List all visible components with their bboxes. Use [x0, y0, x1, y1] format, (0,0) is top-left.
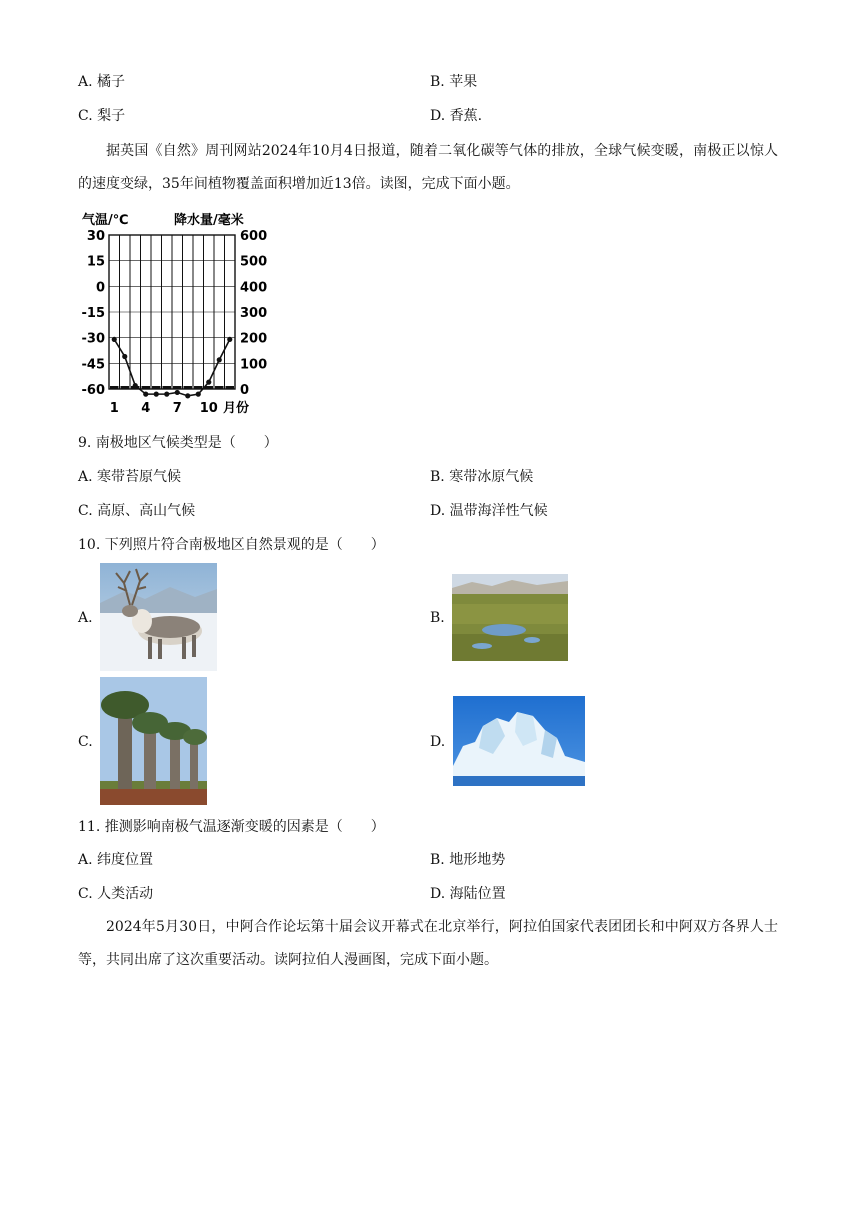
chart-precip-bar [163, 386, 172, 389]
chart-x-ticks [110, 401, 218, 416]
chart-x-tick-label: 7 [172, 401, 182, 416]
chart-x-tick-label: 10 [199, 401, 218, 416]
chart-temp-point [206, 380, 211, 385]
chart-temp-point [185, 393, 190, 398]
chart-temp-point [112, 337, 117, 342]
chart-temp-point [143, 392, 148, 397]
q8-option-d: D. 香蕉. [430, 108, 483, 124]
q11-option-b: B. 地形地势 [430, 852, 506, 868]
q11-stem: 11. 推测影响南极气温逐渐变暖的因素是（ ） [78, 819, 385, 835]
chart-precip-bar [173, 386, 182, 389]
chart-temp-point [196, 392, 201, 397]
q10-option-c-label: C. [78, 734, 93, 750]
chart-x-tick-label: 4 [141, 401, 151, 416]
chart-ylabel-left: 气温/℃ [82, 213, 129, 228]
q10-option-a-label: A. [78, 610, 93, 626]
chart-right-tick-label: 600 [240, 229, 268, 244]
chart-x-tick-label: 1 [109, 401, 119, 416]
chart-right-tick-label: 100 [240, 357, 268, 373]
chart-right-tick-label: 400 [240, 280, 268, 296]
baobab-photo [100, 677, 207, 805]
passage-arab-forum: 2024年5月30日，中阿合作论坛第十届会议开幕式在北京举行，阿拉伯国家代表团团长和中阿双方各界人士等，共同出席了这次重要活动。读阿拉伯人漫画图，完成下面小题。 [78, 919, 778, 968]
q9-option-d: D. 温带海洋性气候 [430, 503, 548, 519]
chart-temp-point [133, 383, 138, 388]
tundra-photo [452, 574, 568, 661]
chart-left-ticks [82, 229, 106, 398]
chart-left-tick-label: -60 [81, 383, 105, 398]
iceberg-photo [453, 696, 585, 786]
chart-right-tick-label: 0 [240, 383, 250, 398]
q8-option-c: C. 梨子 [78, 108, 126, 124]
chart-precip-bar [184, 386, 193, 389]
chart-left-tick-label: 15 [86, 254, 105, 270]
q11-option-d: D. 海陆位置 [430, 886, 506, 902]
q9-option-b: B. 寒带冰原气候 [430, 469, 534, 485]
chart-temp-point [164, 392, 169, 397]
chart-precip-bar [194, 386, 203, 389]
q11-option-a: A. 纬度位置 [78, 852, 154, 868]
chart-temp-point [122, 354, 127, 359]
q9-option-a: A. 寒带苔原气候 [78, 469, 182, 485]
q11-option-c: C. 人类活动 [78, 886, 154, 902]
chart-xlabel: 月份 [223, 401, 250, 416]
climate-chart [76, 208, 276, 418]
chart-left-tick-label: -45 [81, 357, 105, 373]
chart-right-tick-label: 500 [240, 254, 268, 270]
chart-ylabel-right: 降水量/毫米 [174, 213, 244, 228]
chart-temp-point [154, 392, 159, 397]
chart-temp-point [175, 390, 180, 395]
chart-left-tick-label: 0 [95, 280, 105, 296]
chart-temp-point [217, 357, 222, 362]
chart-right-tick-label: 200 [240, 331, 268, 347]
q10-option-d-label: D. [430, 734, 446, 750]
chart-left-tick-label: -15 [81, 306, 105, 321]
chart-right-ticks [240, 229, 267, 398]
q8-option-b: B. 苹果 [430, 74, 478, 90]
reindeer-photo [100, 563, 217, 671]
chart-left-tick-label: 30 [86, 229, 105, 244]
chart-left-tick-label: -30 [81, 331, 105, 347]
chart-precip-bar [226, 386, 235, 389]
chart-precip-bar [142, 386, 151, 389]
q10-option-b-label: B. [430, 610, 445, 626]
q9-stem: 9. 南极地区气候类型是（ ） [78, 435, 278, 451]
chart-precip-bar [110, 386, 119, 389]
q8-option-a: A. 橘子 [78, 74, 126, 90]
chart-precip-bar [215, 386, 224, 389]
q10-stem: 10. 下列照片符合南极地区自然景观的是（ ） [78, 537, 385, 553]
passage-antarctica: 据英国《自然》周刊网站2024年10月4日报道，随着二氧化碳等气体的排放，全球气候变暖，南极正以惊人的速度变绿，35年间植物覆盖面积增加近13倍。读图，完成下面小题。 [78, 143, 778, 192]
chart-precip-bar [121, 386, 130, 389]
chart-right-tick-label: 300 [240, 306, 268, 321]
chart-temp-point [227, 337, 232, 342]
chart-precip-bar [152, 386, 161, 389]
q9-option-c: C. 高原、高山气候 [78, 503, 196, 519]
